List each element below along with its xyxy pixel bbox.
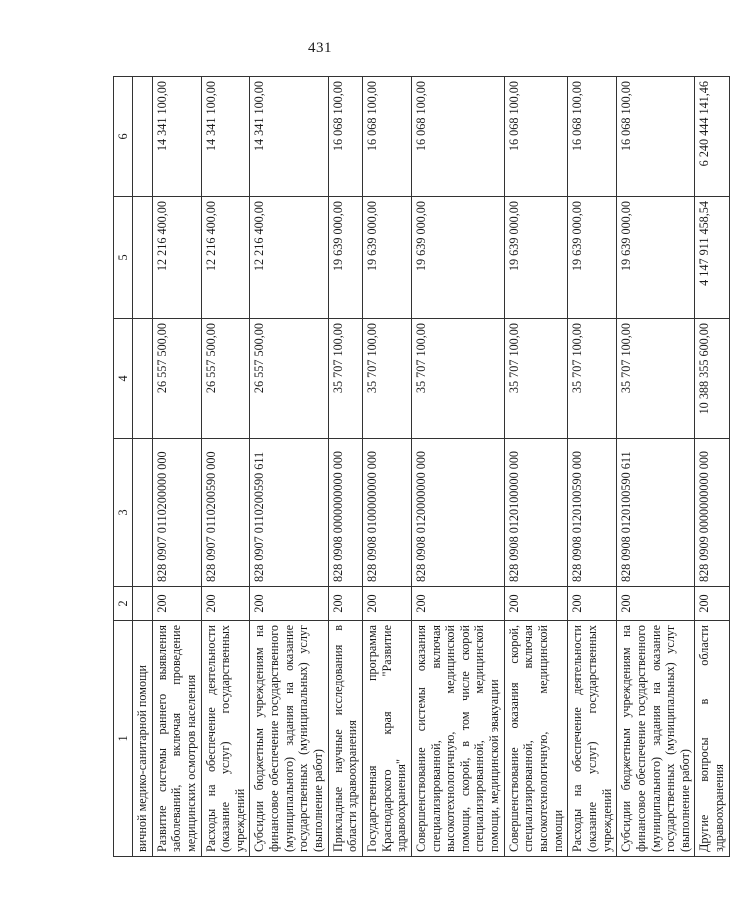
row-value-cell: 19 639 000,00 (362, 197, 411, 319)
table-row (695, 77, 729, 857)
row-value-cell: 10 388 355 600,00 (695, 319, 729, 439)
header-cell: 1 (114, 621, 133, 857)
row-value-cell: 16 068 100,00 (617, 77, 695, 197)
table-row (133, 77, 153, 857)
table-row (201, 77, 250, 857)
row-value-cell: 16 068 100,00 (362, 77, 411, 197)
rotated-table-container (113, 77, 727, 857)
row-value-cell: 16 068 100,00 (504, 77, 568, 197)
row-value-cell: 19 639 000,00 (568, 197, 617, 319)
row-value-cell: 35 707 100,00 (362, 319, 411, 439)
row-admin-cell: 200 (201, 587, 250, 621)
row-code-cell: 828 0908 0120000000 000 (411, 439, 504, 587)
header-cell: 5 (114, 197, 133, 319)
row-name-cell: Другие вопросы в области здравоохранения (695, 621, 729, 857)
row-value-cell: 4 147 911 458,54 (695, 197, 729, 319)
table-row (152, 77, 201, 857)
budget-table (113, 76, 730, 857)
row-code-cell: 828 0909 0000000000 000 (695, 439, 729, 587)
row-name-cell: Прикладные научные исследования в области здравоохранения (328, 621, 362, 857)
row-value-cell: 16 068 100,00 (568, 77, 617, 197)
row-name-cell: Расходы на обеспечение деятельности (оказание услуг) государственных учреждений (568, 621, 617, 857)
header-cell: 3 (114, 439, 133, 587)
row-value-cell: 19 639 000,00 (411, 197, 504, 319)
row-value-cell: 14 341 100,00 (152, 77, 201, 197)
row-name-cell: Совершенствование системы оказания специализированной, включая высокотехнологичную, медицинской помощи, скорой, в том числе скорой специализированной, медицинской помощи, медицинской эвакуации (411, 621, 504, 857)
header-cell: 4 (114, 319, 133, 439)
row-value-cell: 35 707 100,00 (411, 319, 504, 439)
row-value-cell: 12 216 400,00 (250, 197, 328, 319)
budget-table-body (114, 77, 730, 857)
row-value-cell: 19 639 000,00 (617, 197, 695, 319)
table-row (411, 77, 504, 857)
row-name-cell: Субсидии бюджетным учреждениям на финансовое обеспечение государственного (муниципального) задания на оказание государственных (муниципальных) услуг (выполнение работ) (250, 621, 328, 857)
row-code-cell (133, 439, 153, 587)
row-code-cell: 828 0908 0120100590 000 (568, 439, 617, 587)
header-cell: 6 (114, 77, 133, 197)
table-row (504, 77, 568, 857)
row-code-cell: 828 0908 0120100590 611 (617, 439, 695, 587)
row-value-cell: 26 557 500,00 (152, 319, 201, 439)
row-value-cell: 16 068 100,00 (328, 77, 362, 197)
row-name-cell: Субсидии бюджетным учреждениям на финансовое обеспечение государственного (муниципального) задания на оказание государственных (муниципальных) услуг (выполнение работ) (617, 621, 695, 857)
row-name-cell: Развитие системы раннего выявления заболеваний, включая проведение медицинских осмотров населения (152, 621, 201, 857)
row-value-cell: 12 216 400,00 (201, 197, 250, 319)
row-name-cell: Расходы на обеспечение деятельности (оказание услуг) государственных учреждений (201, 621, 250, 857)
row-value-cell: 19 639 000,00 (328, 197, 362, 319)
row-value-cell: 14 341 100,00 (250, 77, 328, 197)
row-code-cell: 828 0907 0110200590 000 (201, 439, 250, 587)
row-value-cell: 14 341 100,00 (201, 77, 250, 197)
row-value-cell: 35 707 100,00 (328, 319, 362, 439)
table-row (362, 77, 411, 857)
row-value-cell (133, 77, 153, 197)
table-row (568, 77, 617, 857)
row-name-cell: Совершенствование оказания скорой, специализированной, включая высокотехнологичную, медицинской помощи (504, 621, 568, 857)
row-name-cell: вичной медико-санитарной помощи (133, 621, 153, 857)
row-admin-cell: 200 (328, 587, 362, 621)
row-value-cell: 12 216 400,00 (152, 197, 201, 319)
row-code-cell: 828 0908 0100000000 000 (362, 439, 411, 587)
row-admin-cell: 200 (695, 587, 729, 621)
row-admin-cell: 200 (504, 587, 568, 621)
row-value-cell: 35 707 100,00 (504, 319, 568, 439)
row-value-cell (133, 197, 153, 319)
row-code-cell: 828 0908 0000000000 000 (328, 439, 362, 587)
row-value-cell: 19 639 000,00 (504, 197, 568, 319)
row-code-cell: 828 0907 0110200000 000 (152, 439, 201, 587)
table-row (617, 77, 695, 857)
row-value-cell: 6 240 444 141,46 (695, 77, 729, 197)
row-admin-cell: 200 (617, 587, 695, 621)
row-code-cell: 828 0908 0120100000 000 (504, 439, 568, 587)
table-header-row (114, 77, 133, 857)
row-value-cell (133, 319, 153, 439)
row-admin-cell (133, 587, 153, 621)
row-admin-cell: 200 (411, 587, 504, 621)
row-value-cell: 35 707 100,00 (617, 319, 695, 439)
row-name-cell: Государственная программа Краснодарского края "Развитие здравоохранения" (362, 621, 411, 857)
page-number: 431 (308, 40, 332, 56)
table-row (250, 77, 328, 857)
row-value-cell: 35 707 100,00 (568, 319, 617, 439)
row-value-cell: 26 557 500,00 (250, 319, 328, 439)
row-admin-cell: 200 (362, 587, 411, 621)
row-value-cell: 26 557 500,00 (201, 319, 250, 439)
table-row (328, 77, 362, 857)
header-cell: 2 (114, 587, 133, 621)
row-admin-cell: 200 (152, 587, 201, 621)
row-admin-cell: 200 (568, 587, 617, 621)
row-code-cell: 828 0907 0110200590 611 (250, 439, 328, 587)
row-admin-cell: 200 (250, 587, 328, 621)
row-value-cell: 16 068 100,00 (411, 77, 504, 197)
